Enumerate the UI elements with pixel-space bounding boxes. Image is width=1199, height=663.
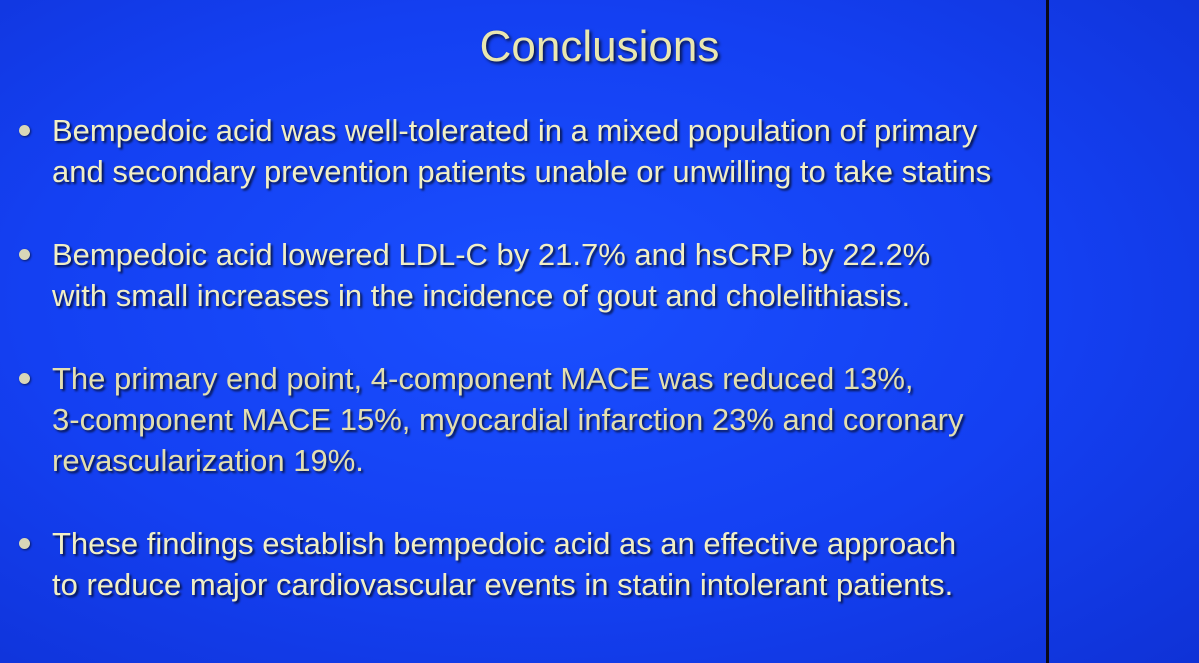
bullet-list bbox=[14, 110, 1194, 647]
bullet-icon bbox=[19, 125, 30, 136]
bullet-line: Bempedoic acid was well-tolerated in a mixed population of primary bbox=[52, 113, 978, 148]
bullet-item-findings bbox=[14, 523, 1194, 605]
bullet-item-primary-endpoint bbox=[14, 358, 1194, 481]
bullet-line: Bempedoic acid lowered LDL-C by 21.7% and hsCRP by 22.2% bbox=[52, 237, 931, 272]
bullet-line: These findings establish bempedoic acid as an effective approach bbox=[52, 526, 957, 561]
bullet-line: with small increases in the incidence of gout and cholelithiasis. bbox=[52, 278, 911, 313]
bullet-item-tolerability bbox=[14, 110, 1194, 192]
slide-title: Conclusions bbox=[479, 22, 720, 71]
bullet-item-ldl-reduction bbox=[14, 234, 1194, 316]
bullet-line: to reduce major cardiovascular events in statin intolerant patients. bbox=[52, 567, 954, 602]
bullet-line: and secondary prevention patients unable or unwilling to take statins bbox=[52, 154, 992, 189]
bullet-line: 3-component MACE 15%, myocardial infarction 23% and coronary bbox=[52, 402, 964, 437]
bullet-line: The primary end point, 4-component MACE was reduced 13%, bbox=[52, 361, 914, 396]
bullet-icon bbox=[19, 373, 30, 384]
vertical-divider-line bbox=[1046, 0, 1049, 663]
bullet-line: revascularization 19%. bbox=[52, 443, 364, 478]
bullet-icon bbox=[19, 249, 30, 260]
bullet-icon bbox=[19, 538, 30, 549]
